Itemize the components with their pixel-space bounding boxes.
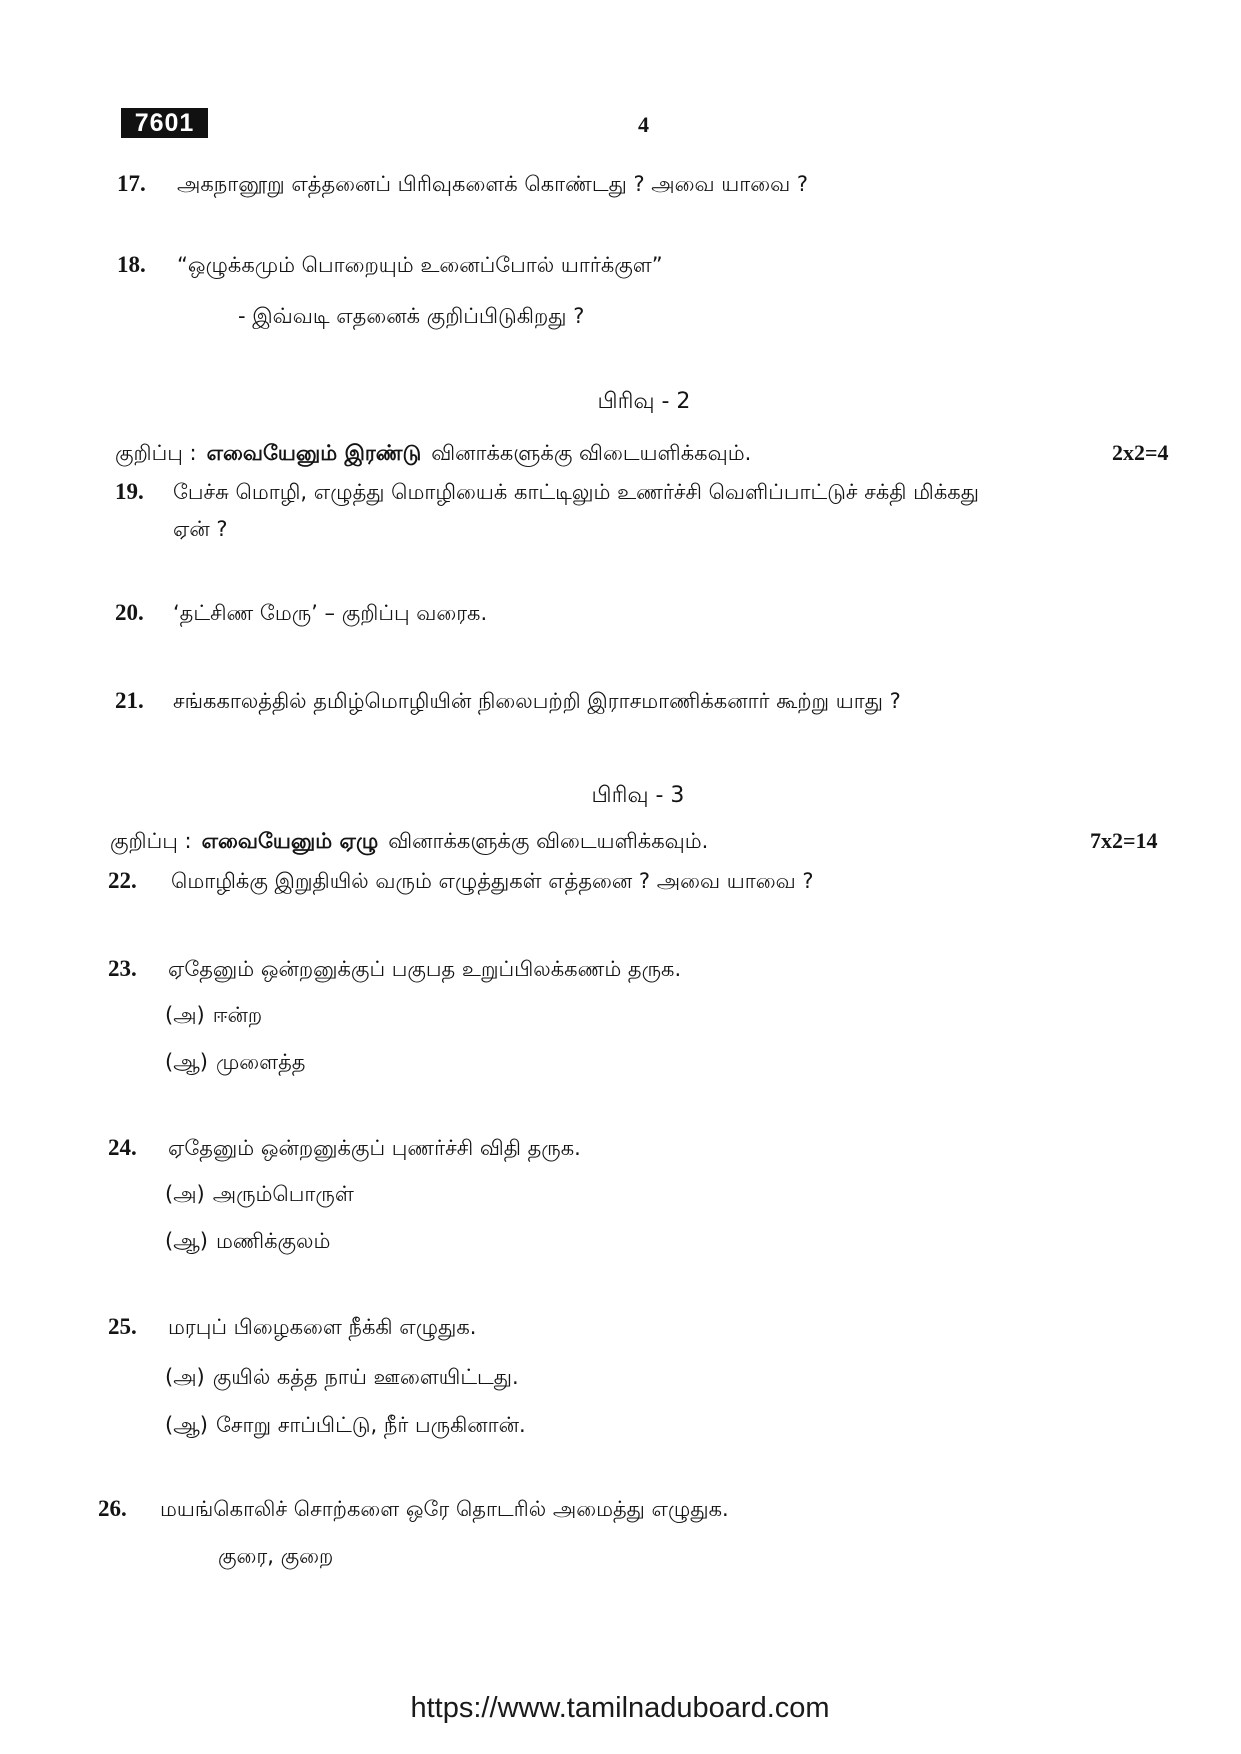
question-24 [0,1132,1241,1164]
note-emphasis: எவையேனும் இரண்டு [206,441,422,465]
question-text: ஏதேனும் ஒன்றனுக்குப் புணர்ச்சி விதி தருக. [168,1136,581,1160]
question-number: 24. [108,1135,137,1160]
question-25-option-a [0,1361,1241,1393]
question-text: மயங்கொலிச் சொற்களை ஒரே தொடரில் அமைத்து எழுதுக. [160,1497,729,1521]
question-18-subtext [0,300,1241,332]
option-label: (அ) [165,1003,205,1027]
option-text: ஈன்ற [212,1003,263,1027]
section-note-2 [0,437,1241,469]
option [165,1178,1165,1210]
option-text: சோறு சாப்பிட்டு, நீர் பருகினான். [215,1413,526,1437]
section-note-3 [0,825,1241,857]
note-body: வினாக்களுக்கு விடையளிக்கவும். [431,441,752,465]
question-19 [0,476,1241,508]
option [165,999,1165,1031]
note-body: வினாக்களுக்கு விடையளிக்கவும். [388,829,709,853]
footer-url: https://www.tamilnaduboard.com [410,1692,830,1724]
question-23-option-b [0,1046,1241,1078]
option-label: (அ) [165,1365,205,1389]
question-number: 21. [115,688,144,713]
question-22 [0,865,1241,897]
question-text: ஏதேனும் ஒன்றனுக்குப் பகுபத உறுப்பிலக்கணம் தருக. [168,957,682,981]
option [165,1361,1165,1393]
question-text: குரை, குறை [218,1544,334,1568]
question-text: மரபுப் பிழைகளை நீக்கி எழுதுக. [168,1315,477,1339]
question-number: 19. [115,479,144,504]
section-heading-3: பிரிவு - 3 [591,783,685,808]
question-number: 20. [115,600,144,625]
question-23 [0,953,1241,985]
option-text: முளைத்த [215,1050,306,1074]
option [165,1225,1165,1257]
question-text: அகநானூறு எத்தனைப் பிரிவுகளைக் கொண்டது ? அவை யாவை ? [177,172,809,196]
question-text: சங்ககாலத்தில் தமிழ்மொழியின் நிலைபற்றி இராசமாணிக்கனார் கூற்று யாது ? [173,689,901,713]
question-26 [0,1493,1241,1525]
note-label: குறிப்பு : [110,829,192,853]
note-emphasis: எவையேனும் ஏழு [201,829,379,853]
question-18 [0,249,1241,281]
question-19-continuation [0,513,1241,545]
question-number: 23. [108,956,137,981]
question-text: மொழிக்கு இறுதியில் வரும் எழுத்துகள் எத்தனை ? அவை யாவை ? [171,869,814,893]
question-24-option-a [0,1178,1241,1210]
question-23-option-a [0,999,1241,1031]
question-17 [0,168,1241,200]
option-text: குயில் கத்த நாய் ஊளையிட்டது. [212,1365,519,1389]
option-label: (ஆ) [165,1229,208,1253]
option-label: (அ) [165,1182,205,1206]
question-26-words [0,1540,1241,1572]
question-24-option-b [0,1225,1241,1257]
note-label: குறிப்பு : [115,441,197,465]
option [165,1046,1165,1078]
question-quote: “ஒழுக்கமும் பொறையும் உனைப்போல் யார்க்குள” [177,253,663,277]
option-text: மணிக்குலம் [215,1229,331,1253]
section-heading-2: பிரிவு - 2 [597,389,691,414]
question-25-option-b [0,1409,1241,1441]
option-text: அரும்பொருள் [212,1182,354,1206]
question-text: பேச்சு மொழி, எழுத்து மொழியைக் காட்டிலும் உணர்ச்சி வெளிப்பாட்டுச் சக்தி மிக்கது [173,480,979,504]
section-marks: 2x2=4 [1112,440,1169,465]
note-text [110,825,1080,857]
paper-code-badge: 7601 [121,108,208,138]
question-number: 26. [98,1496,127,1521]
question-number: 18. [117,252,146,277]
note-text [115,437,1085,469]
question-25 [0,1311,1241,1343]
option [165,1409,1165,1441]
question-number: 25. [108,1314,137,1339]
question-20 [0,597,1241,629]
section-marks: 7x2=14 [1090,828,1158,853]
page-number: 4 [638,112,649,137]
question-number: 17. [117,171,146,196]
option-label: (ஆ) [165,1413,208,1437]
question-text: ‘தட்சிண மேரு’ – குறிப்பு வரைக. [173,601,488,625]
question-text: - இவ்வடி எதனைக் குறிப்பிடுகிறது ? [238,304,585,328]
question-number: 22. [108,868,137,893]
option-label: (ஆ) [165,1050,208,1074]
question-21 [0,685,1241,717]
question-text: ஏன் ? [173,517,228,541]
